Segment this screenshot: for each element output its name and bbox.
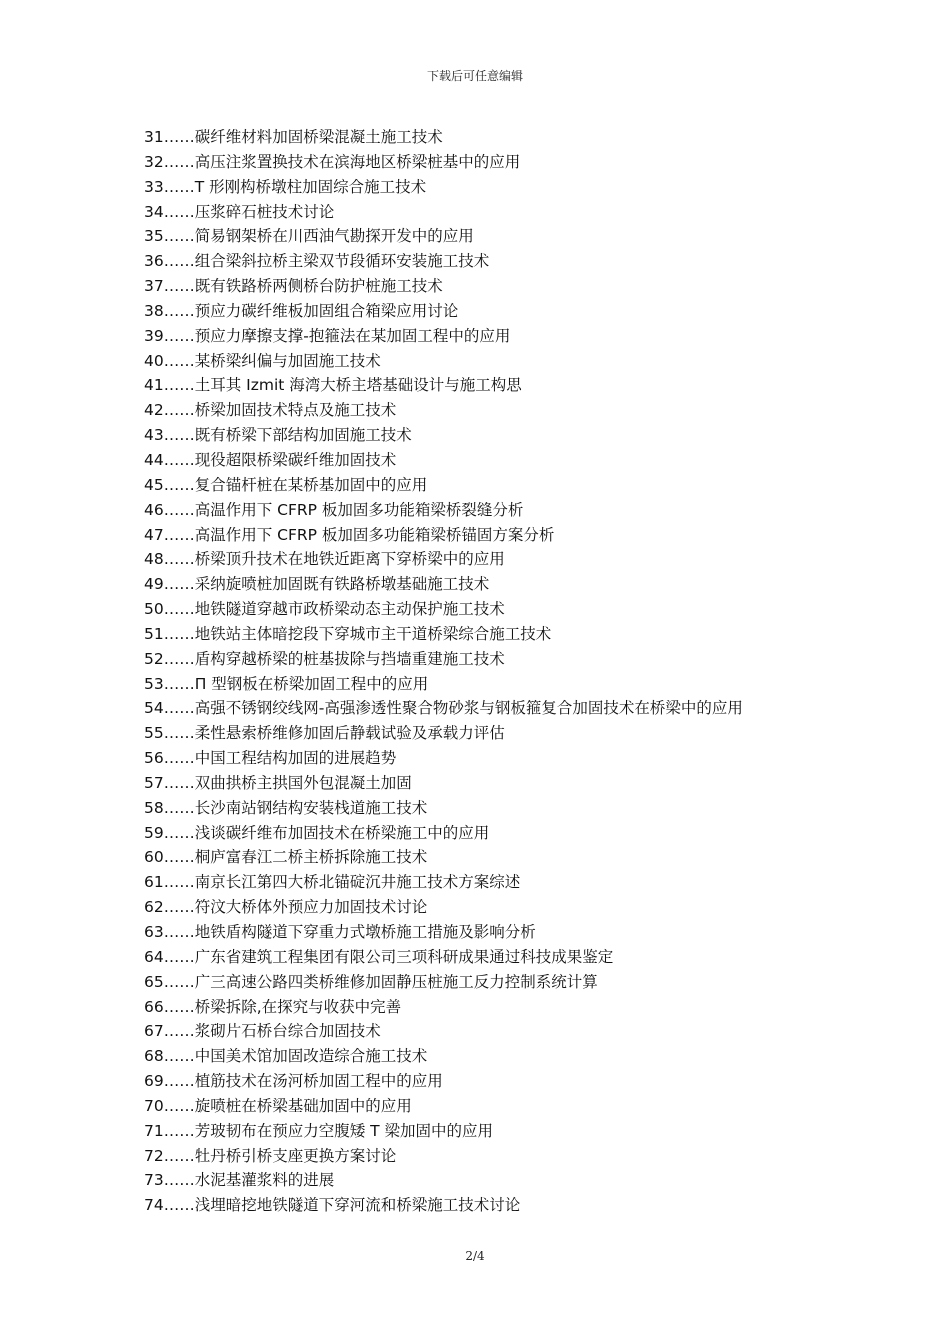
toc-item: 72……牡丹桥引桥支座更换方案讨论 — [144, 1146, 397, 1165]
toc-item: 68……中国美术馆加固改造综合施工技术 — [144, 1047, 428, 1066]
toc-item: 47……高温作用下 CFRP 板加固多功能箱梁桥锚固方案分析 — [144, 525, 555, 544]
toc-item: 36……组合梁斜拉桥主梁双节段循环安装施工技术 — [144, 252, 490, 271]
toc-item: 62……符汶大桥体外预应力加固技术讨论 — [144, 898, 428, 917]
toc-item: 54……高强不锈钢绞线网-高强渗透性聚合物砂浆与钢板箍复合加固技术在桥梁中的应用 — [144, 699, 743, 718]
toc-item: 43……既有桥梁下部结构加固施工技术 — [144, 426, 412, 445]
toc-item: 69……植筋技术在汤河桥加固工程中的应用 — [144, 1072, 443, 1091]
toc-item: 57……双曲拱桥主拱国外包混凝土加固 — [144, 773, 412, 792]
toc-item: 46……高温作用下 CFRP 板加固多功能箱梁桥裂缝分析 — [144, 500, 524, 519]
toc-item: 67……浆砌片石桥台综合加固技术 — [144, 1022, 381, 1041]
toc-item: 52……盾构穿越桥梁的桩基拔除与挡墙重建施工技术 — [144, 649, 505, 668]
toc-item: 66……桥梁拆除,在探究与收获中完善 — [144, 997, 402, 1016]
toc-item: 42……桥梁加固技术特点及施工技术 — [144, 401, 397, 420]
toc-item: 58……长沙南站钢结构安装栈道施工技术 — [144, 798, 428, 817]
toc-item: 45……复合锚杆桩在某桥基加固中的应用 — [144, 475, 428, 494]
toc-item: 63……地铁盾构隧道下穿重力式墩桥施工措施及影响分析 — [144, 923, 536, 941]
toc-item: 60……桐庐富春江二桥主桥拆除施工技术 — [144, 848, 428, 867]
page-header-note: 下载后可任意编辑 — [426, 69, 523, 83]
toc-item: 40……某桥梁纠偏与加固施工技术 — [144, 351, 381, 370]
toc-item: 71……芳玻韧布在预应力空腹矮 T 梁加固中的应用 — [144, 1121, 494, 1140]
toc-item: 33……T 形刚构桥墩柱加固综合施工技术 — [144, 177, 427, 196]
toc-item: 41……土耳其 Izmit 海湾大桥主塔基础设计与施工构思 — [144, 376, 522, 395]
toc-item: 31……碳纤维材料加固桥梁混凝土施工技术 — [144, 128, 443, 146]
toc-item: 73……水泥基灌浆料的进展 — [144, 1171, 335, 1190]
toc-item: 59……浅谈碳纤维布加固技术在桥梁施工中的应用 — [144, 823, 490, 842]
toc-item: 74……浅埋暗挖地铁隧道下穿河流和桥梁施工技术讨论 — [144, 1196, 521, 1215]
toc-item: 49……采纳旋喷桩加固既有铁路桥墩基础施工技术 — [144, 575, 490, 594]
toc-item: 61……南京长江第四大桥北锚碇沉井施工技术方案综述 — [144, 873, 521, 892]
toc-item: 34……压浆碎石桩技术讨论 — [144, 202, 335, 221]
toc-item: 39……预应力摩擦支撑-抱箍法在某加固工程中的应用 — [144, 326, 511, 345]
toc-item: 35……简易钢架桥在川西油气勘探开发中的应用 — [144, 227, 474, 246]
toc-item: 56……中国工程结构加固的进展趋势 — [144, 749, 397, 768]
toc-item: 50……地铁隧道穿越市政桥梁动态主动保护施工技术 — [144, 600, 505, 619]
toc-item: 38……预应力碳纤维板加固组合箱梁应用讨论 — [144, 301, 459, 320]
toc-item: 64……广东省建筑工程集团有限公司三项科研成果通过科技成果鉴定 — [144, 947, 614, 966]
toc-item: 55……柔性悬索桥维修加固后静载试验及承载力评估 — [144, 724, 505, 743]
toc-item: 51……地铁站主体暗挖段下穿城市主干道桥梁综合施工技术 — [144, 624, 552, 643]
toc-item: 32……高压注浆置换技术在滨海地区桥梁桩基中的应用 — [144, 152, 521, 171]
toc-item: 53……Π 型钢板在桥梁加固工程中的应用 — [144, 674, 429, 693]
toc-item: 48……桥梁顶升技术在地铁近距离下穿桥梁中的应用 — [144, 550, 505, 569]
toc-item: 65……广三高速公路四类桥维修加固静压桩施工反力控制系统计算 — [144, 972, 598, 991]
toc-item: 70……旋喷桩在桥梁基础加固中的应用 — [144, 1096, 412, 1115]
page-number: 2/4 — [465, 1249, 485, 1263]
toc-item: 44……现役超限桥梁碳纤维加固技术 — [144, 450, 397, 469]
table-of-contents — [144, 125, 743, 1218]
toc-item: 37……既有铁路桥两侧桥台防护桩施工技术 — [144, 277, 443, 296]
